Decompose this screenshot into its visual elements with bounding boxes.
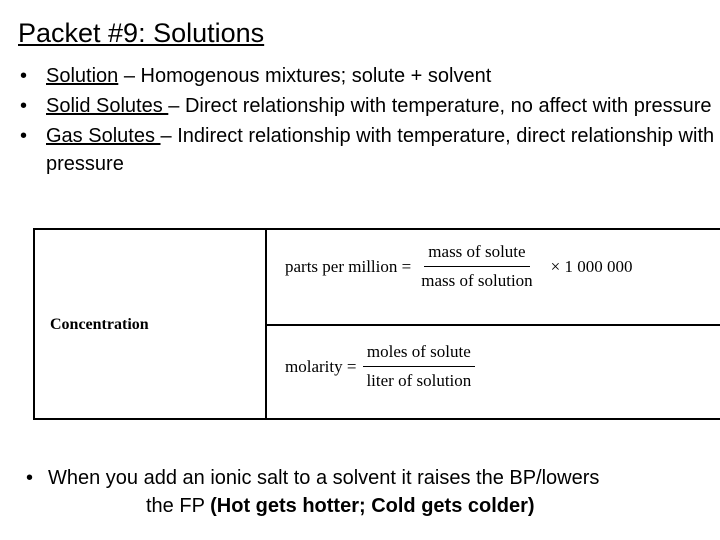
formula-label: parts per million = [285, 256, 412, 276]
definition: – Indirect relationship with temperature, direct relationship with pressure [46, 125, 715, 175]
bullet-icon: • [20, 65, 28, 87]
note-line: When you add an ionic salt to a solvent it raises the BP/lowers [48, 467, 600, 489]
denominator: mass of solution [421, 271, 533, 290]
list-item [18, 62, 718, 90]
term-solution: Solution [46, 65, 119, 87]
bullet-icon: • [20, 125, 28, 147]
note-emphasis: (Hot gets hotter; Cold gets colder) [210, 495, 535, 517]
bullet-list [18, 62, 718, 180]
numerator: moles of solute [363, 342, 475, 367]
bullet-icon: • [20, 95, 28, 117]
fraction [362, 342, 475, 391]
numerator: mass of solute [424, 242, 529, 267]
denominator: liter of solution [366, 371, 472, 390]
term-solid-solutes: Solid Solutes [46, 95, 169, 117]
row-header: Concentration [50, 316, 149, 333]
note-text: the FP [146, 495, 211, 517]
bullet-icon: • [26, 467, 34, 489]
molarity-formula [285, 342, 481, 391]
term-gas-solutes: Gas Solutes [46, 125, 161, 147]
fraction [417, 242, 536, 291]
table-divider [266, 324, 720, 326]
page-title: Packet #9: Solutions [18, 18, 265, 48]
concentration-table [33, 228, 720, 420]
note-line [24, 492, 714, 520]
definition: – Direct relationship with temperature, no affect with pressure [168, 95, 712, 117]
definition: – Homogenous mixtures; solute + solvent [118, 65, 492, 87]
multiplier: × 1 000 000 [550, 256, 633, 276]
list-item [18, 122, 718, 178]
list-item [18, 92, 718, 120]
ppm-formula [285, 242, 633, 291]
formula-label: molarity = [285, 356, 357, 376]
bottom-note [24, 464, 714, 520]
